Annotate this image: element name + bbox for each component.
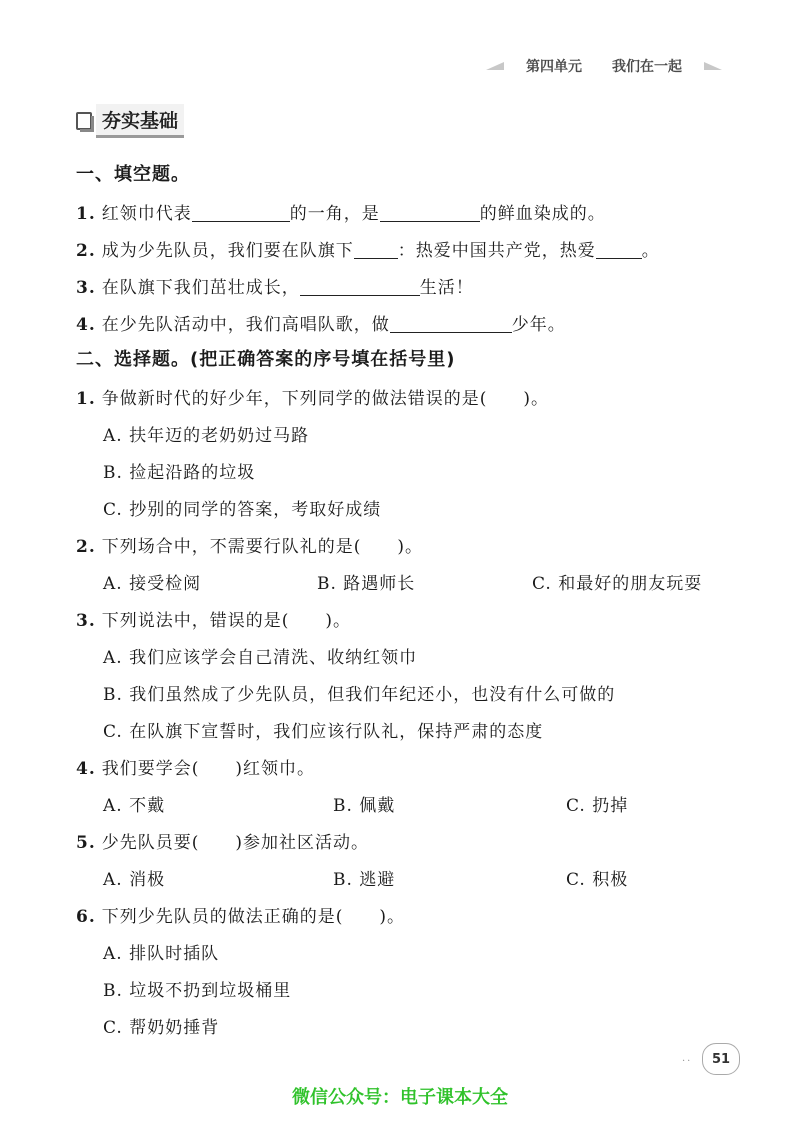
- option-c[interactable]: C. 和最好的朋友玩耍: [532, 574, 703, 594]
- option-b[interactable]: B. 捡起沿路的垃圾: [103, 463, 256, 483]
- question-number: 6.: [76, 907, 96, 927]
- option-a[interactable]: A. 不戴: [103, 796, 166, 816]
- option-a[interactable]: A. 我们应该学会自己清洗、收纳红领巾: [103, 648, 418, 668]
- option-a[interactable]: A. 排队时插队: [103, 944, 220, 964]
- option-c[interactable]: C. 帮奶奶捶背: [103, 1018, 220, 1038]
- question-stem: 下列少先队员的做法正确的是( )。: [101, 907, 406, 927]
- question-number: 4.: [76, 315, 96, 335]
- option-c[interactable]: C. 在队旗下宣誓时，我们应该行队礼，保持严肃的态度: [103, 722, 544, 742]
- question-stem: 争做新时代的好少年，下列同学的做法错误的是( )。: [101, 389, 550, 409]
- unit-title: 我们在一起: [612, 59, 682, 75]
- page-dots: ··: [682, 1056, 693, 1067]
- option-a[interactable]: A. 扶年迈的老奶奶过马路: [103, 426, 310, 446]
- question-text: 的一角，是: [289, 204, 380, 224]
- fill-question-3: [76, 273, 474, 298]
- unit-label: 第四单元: [526, 59, 582, 75]
- option-b[interactable]: B. 佩戴: [333, 796, 396, 816]
- choice-question-6: [76, 902, 405, 927]
- option-a[interactable]: A. 消极: [103, 870, 166, 890]
- watermark-text: 微信公众号：电子课本大全: [292, 1087, 508, 1108]
- choice-question-3: [76, 606, 351, 631]
- option-b[interactable]: B. 逃避: [333, 870, 396, 890]
- question-number: 3.: [76, 611, 96, 631]
- answer-blank[interactable]: [596, 240, 642, 259]
- question-text: 成为少先队员，我们要在队旗下: [101, 241, 354, 261]
- fill-question-2: [76, 236, 660, 261]
- answer-blank[interactable]: [380, 203, 480, 222]
- question-number: 5.: [76, 833, 96, 853]
- fill-question-4: [76, 310, 566, 335]
- option-c[interactable]: C. 扔掉: [566, 796, 629, 816]
- section-title-text: 夯实基础: [96, 104, 184, 138]
- option-c[interactable]: C. 抄别的同学的答案，考取好成绩: [103, 500, 382, 520]
- question-text: 。: [641, 241, 660, 261]
- option-b[interactable]: B. 垃圾不扔到垃圾桶里: [103, 981, 292, 1001]
- part1-heading: 一、填空题。: [76, 164, 190, 185]
- choice-question-2: [76, 532, 423, 557]
- page-header: [486, 56, 722, 76]
- answer-blank[interactable]: [390, 314, 512, 333]
- question-number: 3.: [76, 278, 96, 298]
- section-marker-icon: [76, 112, 92, 130]
- question-number: 1.: [76, 389, 96, 409]
- question-text: 在队旗下我们茁壮成长，: [101, 278, 300, 298]
- question-stem: 我们要学会( )红领巾。: [101, 759, 316, 779]
- triangle-left-icon: [486, 62, 504, 70]
- question-stem: 下列场合中，不需要行队礼的是( )。: [101, 537, 424, 557]
- choice-question-1: [76, 384, 549, 409]
- question-number: 2.: [76, 241, 96, 261]
- option-c[interactable]: C. 积极: [566, 870, 629, 890]
- triangle-right-icon: [704, 62, 722, 70]
- answer-blank[interactable]: [192, 203, 290, 222]
- question-stem: 下列说法中，错误的是( )。: [101, 611, 352, 631]
- question-number: 4.: [76, 759, 96, 779]
- question-text: ：热爱中国共产党，热爱: [397, 241, 596, 261]
- answer-blank[interactable]: [300, 277, 420, 296]
- page-number: 51: [702, 1043, 740, 1075]
- question-stem: 少先队员要( )参加社区活动。: [101, 833, 370, 853]
- question-text: 在少先队活动中，我们高唱队歌，做: [101, 315, 390, 335]
- question-text: 红领巾代表: [101, 204, 192, 224]
- option-b[interactable]: B. 我们虽然成了少先队员，但我们年纪还小，也没有什么可做的: [103, 685, 616, 705]
- choice-question-5: [76, 828, 369, 853]
- question-text: 生活！: [419, 278, 474, 298]
- question-text: 的鲜血染成的。: [479, 204, 606, 224]
- choice-question-4: [76, 754, 315, 779]
- part2-heading: 二、选择题。(把正确答案的序号填在括号里): [76, 349, 456, 370]
- question-text: 少年。: [511, 315, 566, 335]
- question-number: 2.: [76, 537, 96, 557]
- question-number: 1.: [76, 204, 96, 224]
- option-a[interactable]: A. 接受检阅: [103, 574, 202, 594]
- section-title: [76, 104, 184, 138]
- fill-question-1: [76, 199, 606, 224]
- answer-blank[interactable]: [354, 240, 398, 259]
- option-b[interactable]: B. 路遇师长: [317, 574, 416, 594]
